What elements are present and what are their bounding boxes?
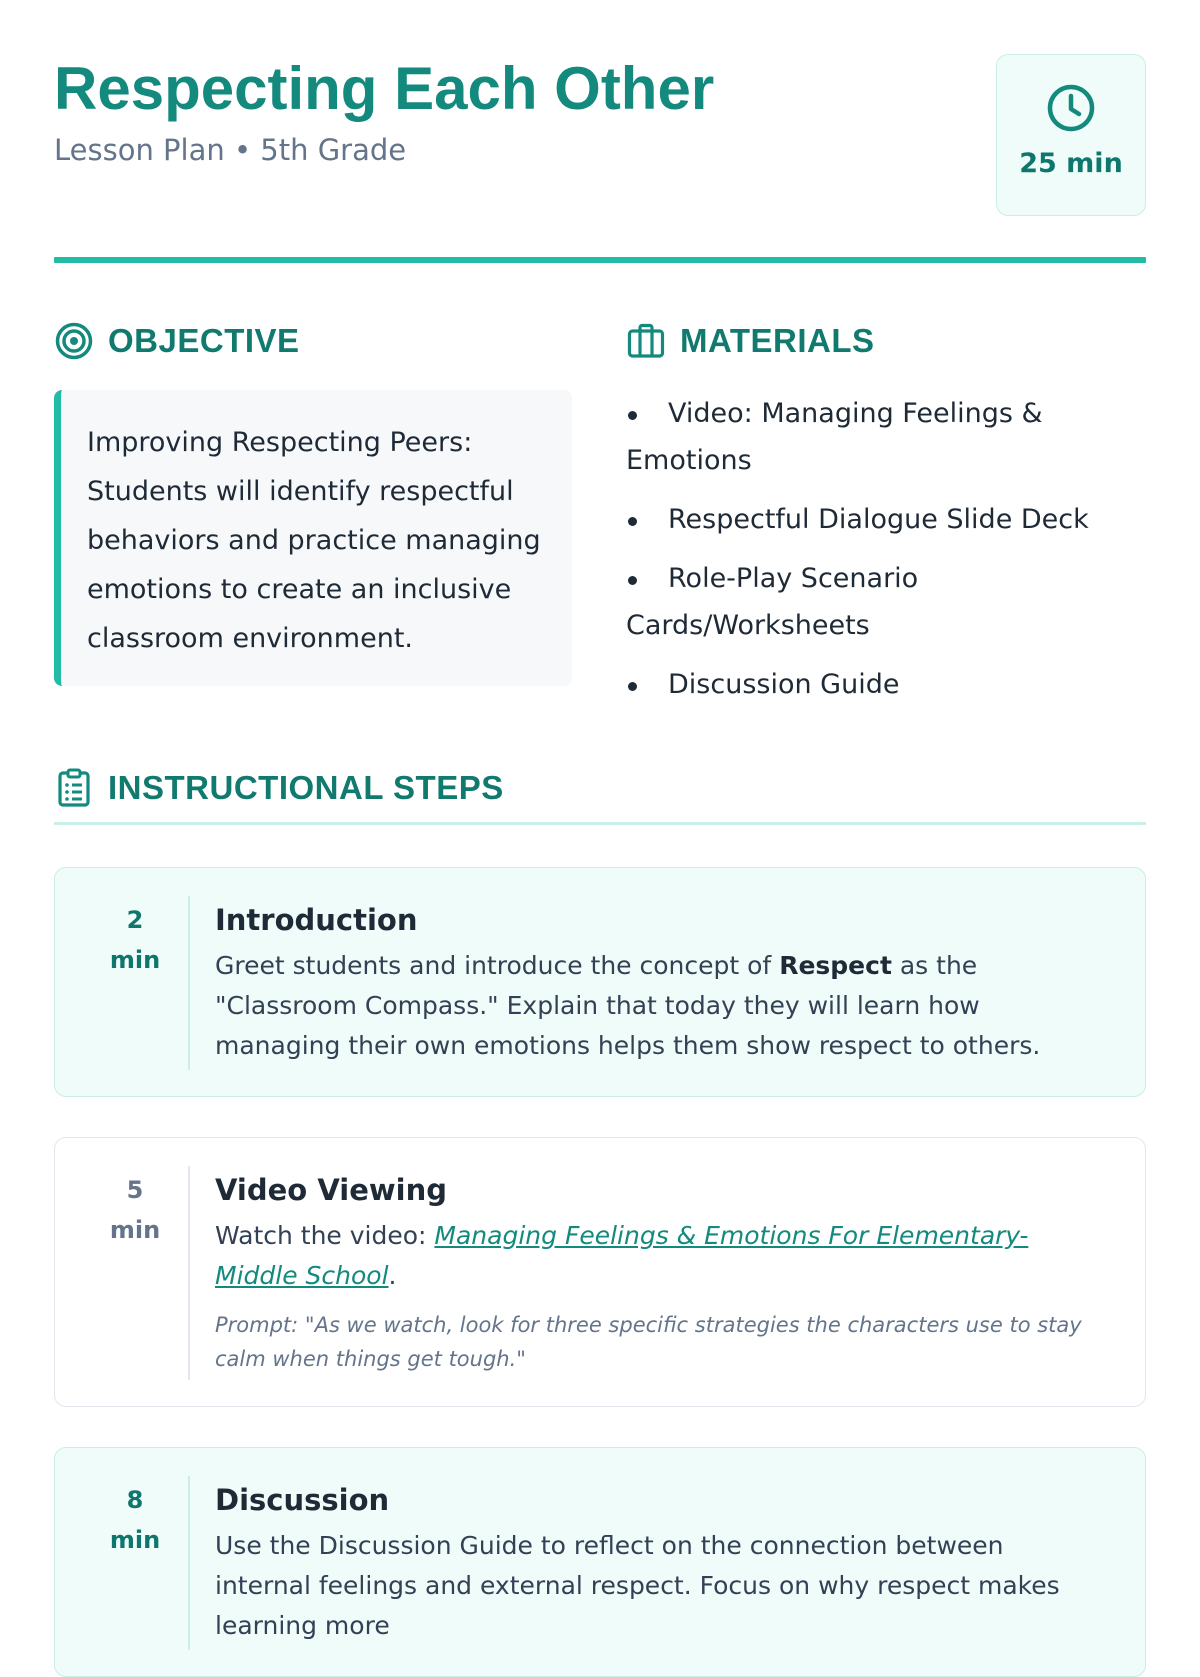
target-icon <box>54 321 94 361</box>
materials-item-text: Respectful Dialogue Slide Deck <box>668 504 1089 535</box>
instructional-steps-heading-label: INSTRUCTIONAL STEPS <box>108 769 504 806</box>
step-text-part: as the "Classroom Compass." Explain that today they will learn how managing their own emotions helps them show respect to others. <box>215 951 1041 1060</box>
lesson-plan-page <box>54 0 1146 1640</box>
bullet-icon <box>628 517 637 526</box>
header-divider <box>54 257 1146 263</box>
materials-heading-label: MATERIALS <box>680 322 875 359</box>
step-divider <box>188 896 190 1070</box>
materials-item-text: Video: Managing Feelings & Emotions <box>626 398 1043 476</box>
step-body <box>215 1168 1095 1376</box>
header <box>54 52 1146 222</box>
step-description: Use the Discussion Guide to reflect on the connection between internal feelings and external respect. Focus on why respect makes learning more <box>215 1531 1060 1640</box>
step-divider <box>188 1166 190 1380</box>
step-title: Discussion <box>215 1483 390 1517</box>
step-divider <box>188 1476 190 1650</box>
duration-text: 25 min <box>1019 148 1123 179</box>
steps-divider <box>54 822 1146 825</box>
step-body <box>215 898 1095 1066</box>
step-card-introduction <box>54 867 1146 1097</box>
step-minutes: 8 <box>126 1486 144 1514</box>
step-duration <box>55 1480 215 1560</box>
step-duration <box>55 900 215 980</box>
briefcase-icon <box>626 321 666 361</box>
materials-item <box>626 496 1146 543</box>
page-subtitle: Lesson Plan • 5th Grade <box>54 133 407 167</box>
instructional-steps-heading <box>54 765 504 811</box>
step-prompt: Prompt: "As we watch, look for three specific strategies the characters use to stay calm when things get tough." <box>215 1313 1082 1371</box>
materials-item <box>626 661 1146 708</box>
duration-badge <box>996 54 1146 216</box>
step-minutes-unit: min <box>109 946 161 974</box>
step-minutes: 2 <box>126 906 144 934</box>
clipboard-icon <box>54 768 94 808</box>
step-duration <box>55 1170 215 1250</box>
step-text-part: Watch the video: <box>215 1221 435 1250</box>
step-description <box>215 946 1095 1066</box>
step-minutes-unit: min <box>109 1216 161 1244</box>
objective-text: Improving Respecting Peers: Students will identify respectful behaviors and practice managing emotions to create an inclusive classroom environment. <box>87 427 541 654</box>
step-card-video-viewing <box>54 1137 1146 1407</box>
bullet-icon <box>628 682 637 691</box>
step-text-part: . <box>388 1261 397 1290</box>
bullet-icon <box>628 576 637 585</box>
clock-icon <box>1046 83 1096 133</box>
step-minutes-unit: min <box>109 1526 161 1554</box>
materials-item <box>626 555 1146 649</box>
materials-list <box>626 390 1146 720</box>
bullet-icon <box>628 411 637 420</box>
step-title: Video Viewing <box>215 1173 447 1207</box>
materials-item <box>626 390 1146 484</box>
video-link[interactable]: Managing Feelings & Emotions For Elementary-Middle School <box>215 1221 1029 1290</box>
objective-heading-label: OBJECTIVE <box>108 322 300 359</box>
materials-item-text: Role-Play Scenario Cards/Worksheets <box>626 563 919 641</box>
page-title: Respecting Each Other <box>54 55 715 122</box>
materials-item-text: Discussion Guide <box>668 669 900 700</box>
materials-heading <box>626 318 875 364</box>
step-card-discussion <box>54 1447 1146 1677</box>
step-text-part: Greet students and introduce the concept of <box>215 951 780 980</box>
objective-heading <box>54 318 300 364</box>
step-text-bold: Respect <box>779 951 892 980</box>
objective-box <box>54 390 572 686</box>
step-title: Introduction <box>215 903 418 937</box>
step-description <box>215 1216 1095 1296</box>
step-body <box>215 1478 1095 1646</box>
step-minutes: 5 <box>126 1176 144 1204</box>
